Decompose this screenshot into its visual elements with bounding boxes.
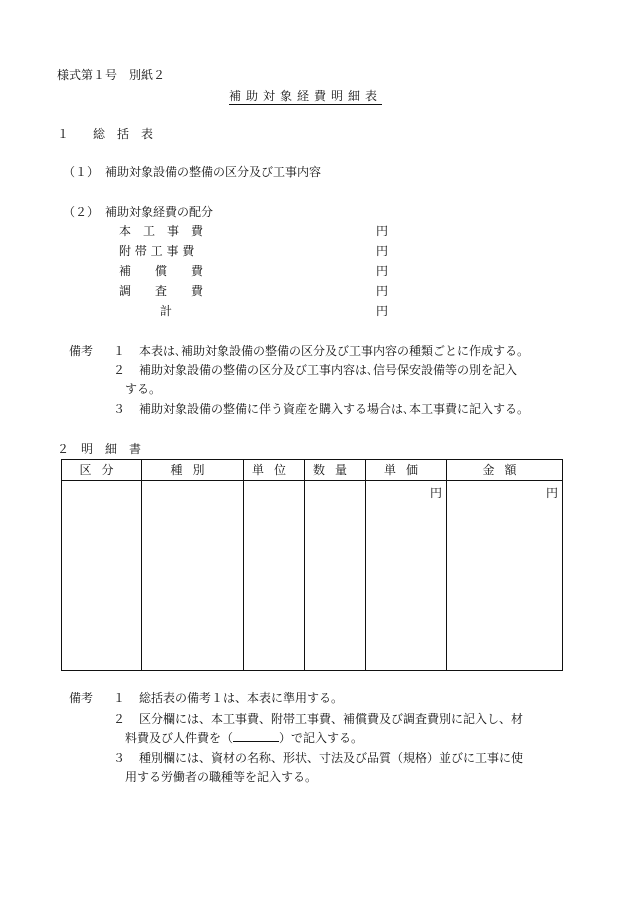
notes-1-num-2: ２ [113, 363, 126, 377]
section-2-heading: ２ 明 細 書 [57, 442, 142, 456]
notes-1-text-2-cont: する｡ [125, 382, 156, 396]
col-header-category: 区分 [62, 460, 142, 481]
unit-price-yen: 円 [429, 486, 442, 500]
notes-1-text-1: 本表は､補助対象設備の整備の区分及び工事内容の種類ごとに作成する｡ [139, 344, 524, 358]
notes-1-num-3: ３ [113, 402, 126, 416]
cost-label-compensation: 補 償 費 [119, 264, 204, 278]
cost-unit-survey: 円 [376, 284, 389, 298]
notes-2-text-3: 種別欄には、資材の名称、形状、寸法及び品質（規格）並びに工事に使 [139, 751, 524, 765]
col-header-amount: 金額 [447, 460, 563, 481]
notes-2-text-2-cont-b: ）で記入する。 [279, 731, 364, 745]
notes-2-num-1: １ [113, 691, 126, 705]
cost-label-incidental: 附 帯 工 事 費 [119, 244, 195, 258]
cell-amount [447, 481, 563, 671]
cell-quantity [305, 481, 366, 671]
document-title: 補助対象経費明細表 [229, 89, 383, 103]
cell-unit [244, 481, 305, 671]
section-1-item-2: （２） 補助対象経費の配分 [63, 205, 214, 219]
amount-yen: 円 [545, 486, 558, 500]
cost-unit-total: 円 [376, 304, 389, 318]
notes-2-text-2: 区分欄には、本工事費、附帯工事費、補償費及び調査費別に記入し、材 [139, 712, 524, 726]
cost-label-survey: 調 査 費 [119, 284, 204, 298]
col-header-unit: 単位 [244, 460, 305, 481]
notes-2-text-1: 総括表の備考１は、本表に準用する。 [139, 691, 344, 705]
col-header-type: 種別 [142, 460, 244, 481]
cost-unit-incidental: 円 [376, 244, 389, 258]
cell-unit-price [366, 481, 447, 671]
notes-2-text-2-cont [125, 732, 363, 744]
cost-label-total: 計 [160, 304, 173, 318]
cell-type [142, 481, 244, 671]
notes-2-text-3-cont: 用する労働者の職種等を記入する。 [125, 770, 318, 784]
form-number: 様式第１号 別紙２ [57, 68, 166, 82]
notes-2-num-2: ２ [113, 712, 126, 726]
section-1-heading: １ 総 括 表 [57, 127, 154, 141]
cost-unit-compensation: 円 [376, 264, 389, 278]
notes-2-text-2-cont-a: 料費及び人件費を（ [125, 731, 234, 745]
detail-table-header [62, 460, 563, 481]
notes-1-num-1: １ [113, 344, 126, 358]
col-header-unit-price: 単価 [366, 460, 447, 481]
cost-label-main: 本 工 事 費 [119, 224, 204, 238]
table-row [62, 481, 563, 671]
notes-1-label: 備考 [69, 344, 94, 358]
cell-category [62, 481, 142, 671]
notes-2-label: 備考 [69, 691, 94, 705]
section-1-item-1: （１） 補助対象設備の整備の区分及び工事内容 [63, 165, 322, 179]
col-header-quantity: 数量 [305, 460, 366, 481]
notes-2-num-3: ３ [113, 751, 126, 765]
notes-1-text-3: 補助対象設備の整備に伴う資産を購入する場合は､本工事費に記入する｡ [139, 402, 524, 416]
blank-space [233, 741, 279, 742]
cost-unit-main: 円 [376, 224, 389, 238]
notes-1-text-2: 補助対象設備の整備の区分及び工事内容は､信号保安設備等の別を記入 [139, 363, 518, 377]
detail-table [61, 459, 563, 671]
